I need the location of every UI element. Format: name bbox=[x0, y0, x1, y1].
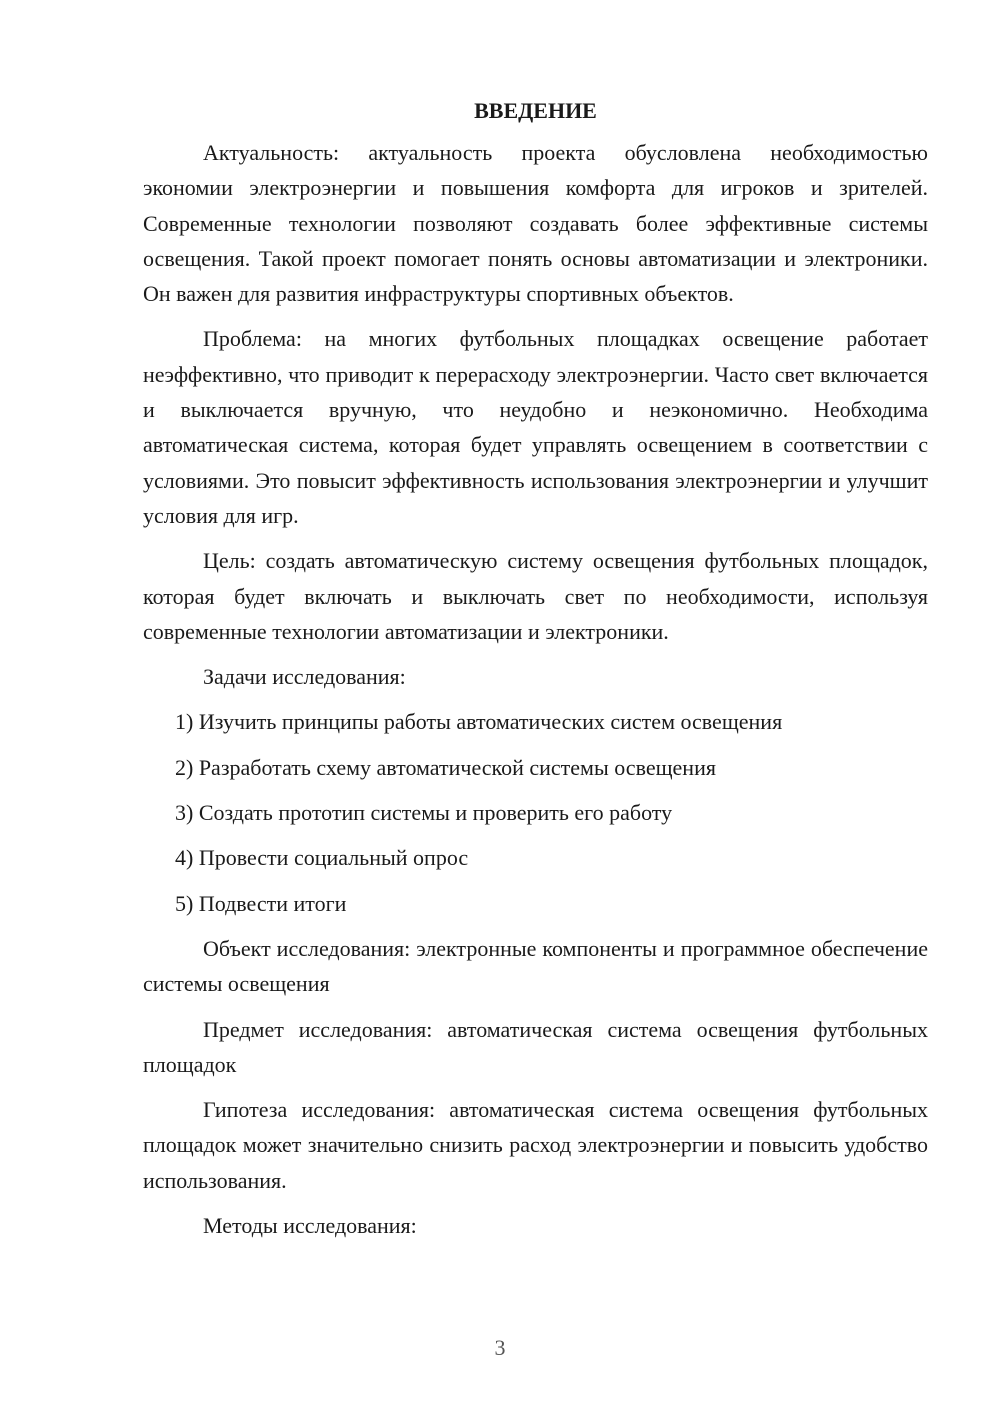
task-item-5: 5) Подвести итоги bbox=[175, 890, 347, 916]
task-item-3: 3) Создать прототип системы и проверить его работу bbox=[175, 800, 673, 826]
goal-paragraph: Цель: создать автоматическую систему освещения футбольных площадок, которая будет включать и выключать свет по необходимости, используя современные технологии автоматизации и электроники. bbox=[143, 548, 928, 644]
page-title: ВВЕДЕНИЕ bbox=[474, 98, 597, 123]
problem-paragraph: Проблема: на многих футбольных площадках освещение работает неэффективно, что приводит к перерасходу электроэнергии. Часто свет включается и выключается вручную, что неудобно и неэкономично. Необходима автоматическая система, которая будет управлять освещением в соответствии с условиями. Это повысит эффективность использования электроэнергии и улучшит условия для игр. bbox=[143, 326, 928, 528]
page-number: 3 bbox=[494, 1335, 506, 1360]
tasks-list bbox=[143, 704, 928, 920]
task-item-2: 2) Разработать схему автоматической системы освещения bbox=[175, 754, 716, 780]
tasks-heading: Задачи исследования: bbox=[203, 664, 406, 690]
task-item-1: 1) Изучить принципы работы автоматических систем освещения bbox=[175, 709, 783, 735]
relevance-paragraph: Актуальность: актуальность проекта обусловлена необходимостью экономии электроэнергии и повышения комфорта для игроков и зрителей. Современные технологии позволяют создавать более эффективные системы освещения. Такой проект помогает понять основы автоматизации и электроники. Он важен для развития инфраструктуры спортивных объектов. bbox=[143, 140, 928, 307]
research-subject-paragraph: Предмет исследования: автоматическая система освещения футбольных площадок bbox=[143, 1016, 928, 1077]
research-hypothesis-paragraph: Гипотеза исследования: автоматическая система освещения футбольных площадок может значительно снизить расход электроэнергии и повысить удобство использования. bbox=[143, 1097, 928, 1193]
document-page bbox=[143, 96, 928, 1253]
research-object-paragraph: Объект исследования: электронные компоненты и программное обеспечение системы освещения bbox=[143, 935, 928, 997]
research-methods-heading: Методы исследования: bbox=[203, 1213, 417, 1239]
task-item-4: 4) Провести социальный опрос bbox=[175, 845, 469, 871]
